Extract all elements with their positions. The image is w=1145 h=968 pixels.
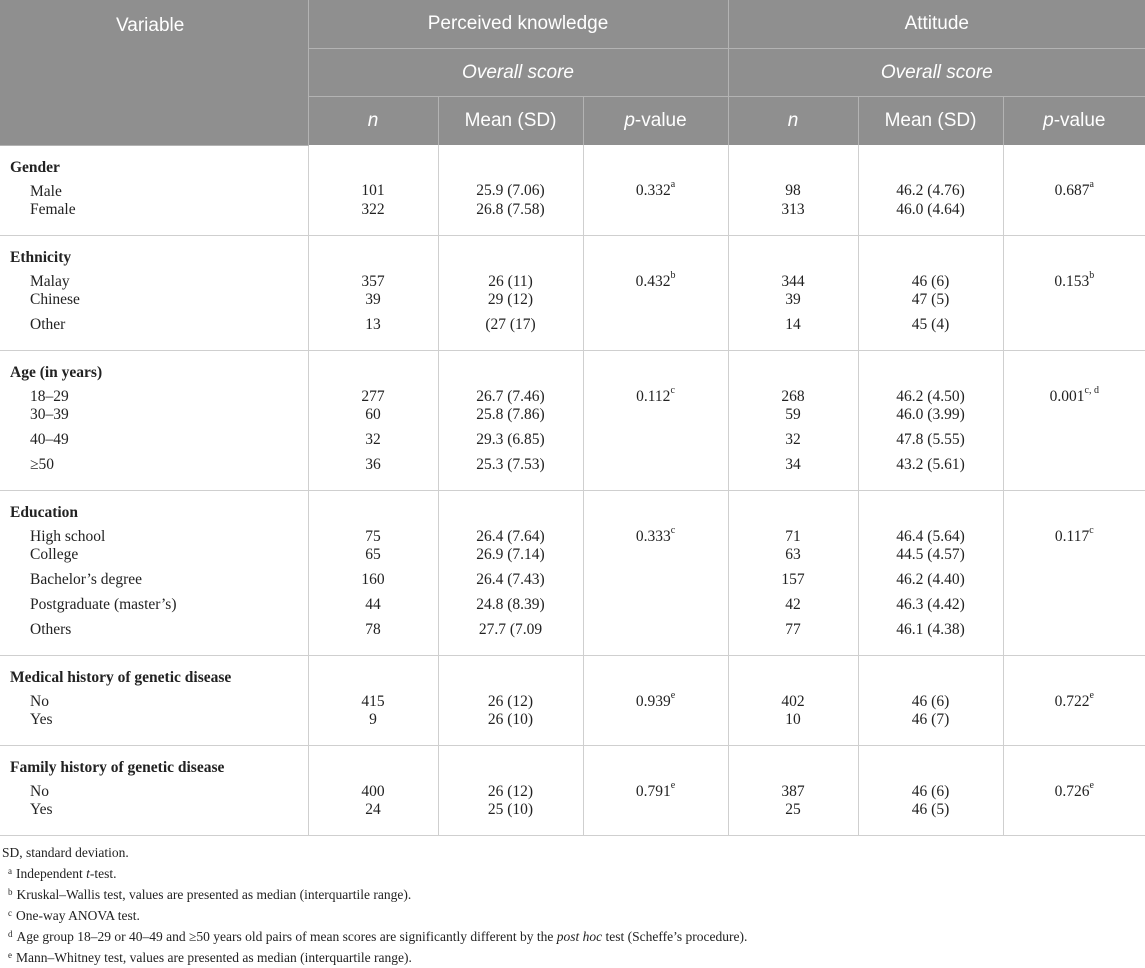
knowledge-n-header: n bbox=[308, 97, 438, 146]
group-title: Medical history of genetic disease bbox=[10, 668, 232, 686]
attitude-mean-cell: 46 (6) bbox=[858, 745, 1003, 801]
attitude-n-cell: 14 bbox=[728, 316, 858, 351]
knowledge-mean-cell: 25.3 (7.53) bbox=[438, 456, 583, 491]
row-label: Other bbox=[30, 315, 66, 333]
row-label: Postgraduate (master’s) bbox=[30, 595, 177, 613]
knowledge-n-cell: 44 bbox=[308, 596, 438, 621]
row-label-cell bbox=[0, 291, 308, 316]
table-row bbox=[0, 490, 1145, 546]
table-row bbox=[0, 406, 1145, 431]
attitude-n-cell: 313 bbox=[728, 201, 858, 236]
attitude-n-cell: 77 bbox=[728, 621, 858, 656]
knowledge-mean-cell: (27 (17) bbox=[438, 316, 583, 351]
attitude-mean-cell: 46.3 (4.42) bbox=[858, 596, 1003, 621]
knowledge-p-cell bbox=[583, 546, 728, 571]
table-header bbox=[0, 0, 1145, 145]
row-label-cell bbox=[0, 431, 308, 456]
knowledge-p-cell bbox=[583, 291, 728, 316]
row-label: Yes bbox=[30, 800, 53, 818]
table-row bbox=[0, 711, 1145, 746]
attitude-n-cell: 39 bbox=[728, 291, 858, 316]
row-label: Chinese bbox=[30, 290, 80, 308]
row-label-cell bbox=[0, 655, 308, 711]
attitude-n-cell: 344 bbox=[728, 235, 858, 291]
attitude-n-cell: 268 bbox=[728, 350, 858, 406]
attitude-p-cell: 0.001$^{c, d}$ bbox=[1003, 350, 1145, 406]
table-row bbox=[0, 456, 1145, 491]
row-label-cell bbox=[0, 235, 308, 291]
attitude-p-cell bbox=[1003, 801, 1145, 836]
attitude-n-cell: 402 bbox=[728, 655, 858, 711]
table-row bbox=[0, 235, 1145, 291]
knowledge-p-cell bbox=[583, 596, 728, 621]
group-title: Family history of genetic disease bbox=[10, 758, 225, 776]
attitude-p-cell bbox=[1003, 291, 1145, 316]
note-d: $^d$ Age group 18–29 or 40–49 and ≥50 years old pairs of mean scores are significantly different by the post hoc test (Scheffe’s procedure). bbox=[8, 928, 748, 944]
knowledge-p-cell bbox=[583, 201, 728, 236]
row-label-cell bbox=[0, 745, 308, 801]
knowledge-n-cell: 400 bbox=[308, 745, 438, 801]
knowledge-p-cell bbox=[583, 431, 728, 456]
knowledge-mean-cell: 26.8 (7.58) bbox=[438, 201, 583, 236]
knowledge-mean-cell: 24.8 (8.39) bbox=[438, 596, 583, 621]
row-label: 40–49 bbox=[30, 430, 69, 448]
attitude-n-cell: 10 bbox=[728, 711, 858, 746]
attitude-mean-header: Mean (SD) bbox=[858, 97, 1003, 146]
row-label: 30–39 bbox=[30, 405, 69, 423]
knowledge-mean-cell: 26.7 (7.46) bbox=[438, 350, 583, 406]
knowledge-p-cell: 0.939e bbox=[583, 655, 728, 711]
knowledge-p-cell bbox=[583, 621, 728, 656]
knowledge-p-header: p-value bbox=[583, 97, 728, 146]
table-row bbox=[0, 745, 1145, 801]
note-a: $^a$ Independent t-test. bbox=[8, 865, 117, 881]
attitude-n-cell: 42 bbox=[728, 596, 858, 621]
table-row bbox=[0, 201, 1145, 236]
attitude-p-cell bbox=[1003, 571, 1145, 596]
attitude-mean-cell: 46 (6) bbox=[858, 655, 1003, 711]
attitude-mean-cell: 46.4 (5.64) bbox=[858, 490, 1003, 546]
row-label: ≥50 bbox=[30, 455, 55, 473]
attitude-mean-cell: 46.1 (4.38) bbox=[858, 621, 1003, 656]
row-label-cell bbox=[0, 201, 308, 236]
attitude-mean-cell: 43.2 (5.61) bbox=[858, 456, 1003, 491]
attitude-p-cell bbox=[1003, 431, 1145, 456]
row-label-cell bbox=[0, 621, 308, 656]
row-label: Yes bbox=[30, 710, 53, 728]
knowledge-p-cell: 0.432$^b$ bbox=[583, 235, 728, 291]
knowledge-mean-cell: 26 (11) bbox=[438, 235, 583, 291]
attitude-mean-cell: 46.2 (4.50) bbox=[858, 350, 1003, 406]
attitude-mean-cell: 46 (5) bbox=[858, 801, 1003, 836]
knowledge-header: Perceived knowledge bbox=[308, 0, 728, 49]
attitude-p-header: p-value bbox=[1003, 97, 1145, 146]
group-title: Education bbox=[10, 503, 79, 521]
attitude-n-cell: 32 bbox=[728, 431, 858, 456]
attitude-p-cell bbox=[1003, 711, 1145, 746]
knowledge-mean-cell: 27.7 (7.09 bbox=[438, 621, 583, 656]
attitude-n-cell: 63 bbox=[728, 546, 858, 571]
knowledge-p-cell bbox=[583, 711, 728, 746]
knowledge-mean-cell: 29.3 (6.85) bbox=[438, 431, 583, 456]
attitude-n-cell: 157 bbox=[728, 571, 858, 596]
attitude-p-cell: 0.722e bbox=[1003, 655, 1145, 711]
attitude-p-cell bbox=[1003, 456, 1145, 491]
attitude-p-cell bbox=[1003, 621, 1145, 656]
attitude-n-cell: 25 bbox=[728, 801, 858, 836]
attitude-mean-cell: 46.0 (3.99) bbox=[858, 406, 1003, 431]
knowledge-n-cell: 415 bbox=[308, 655, 438, 711]
note-e: $^e$ Mann–Whitney test, values are presented as median (interquartile range). bbox=[8, 949, 412, 965]
row-label: Bachelor’s degree bbox=[30, 570, 143, 588]
knowledge-n-cell: 60 bbox=[308, 406, 438, 431]
attitude-p-cell bbox=[1003, 546, 1145, 571]
knowledge-p-cell bbox=[583, 571, 728, 596]
knowledge-mean-cell: 25.9 (7.06) bbox=[438, 145, 583, 201]
knowledge-mean-cell: 26.9 (7.14) bbox=[438, 546, 583, 571]
knowledge-n-cell: 65 bbox=[308, 546, 438, 571]
row-label: Malay bbox=[30, 272, 70, 290]
attitude-overall-header: Overall score bbox=[728, 49, 1145, 97]
row-label: No bbox=[30, 692, 49, 710]
table-row bbox=[0, 546, 1145, 571]
attitude-n-cell: 387 bbox=[728, 745, 858, 801]
knowledge-mean-cell: 26.4 (7.64) bbox=[438, 490, 583, 546]
row-label: No bbox=[30, 782, 49, 800]
attitude-p-cell: 0.726e bbox=[1003, 745, 1145, 801]
row-label-cell bbox=[0, 406, 308, 431]
attitude-mean-cell: 46.0 (4.64) bbox=[858, 201, 1003, 236]
table-footnotes bbox=[0, 836, 1145, 968]
knowledge-p-cell bbox=[583, 406, 728, 431]
row-label-cell bbox=[0, 316, 308, 351]
knowledge-n-cell: 75 bbox=[308, 490, 438, 546]
row-label-cell bbox=[0, 145, 308, 201]
attitude-n-cell: 98 bbox=[728, 145, 858, 201]
row-label-cell bbox=[0, 490, 308, 546]
knowledge-mean-cell: 29 (12) bbox=[438, 291, 583, 316]
row-label: College bbox=[30, 545, 79, 563]
attitude-n-cell: 59 bbox=[728, 406, 858, 431]
attitude-mean-cell: 44.5 (4.57) bbox=[858, 546, 1003, 571]
table-row bbox=[0, 316, 1145, 351]
row-label-cell bbox=[0, 801, 308, 836]
knowledge-overall-header: Overall score bbox=[308, 49, 728, 97]
row-label-cell bbox=[0, 571, 308, 596]
knowledge-mean-cell: 26 (10) bbox=[438, 711, 583, 746]
group-title: Ethnicity bbox=[10, 248, 72, 266]
attitude-mean-cell: 46.2 (4.40) bbox=[858, 571, 1003, 596]
row-label: Others bbox=[30, 620, 72, 638]
knowledge-p-cell: 0.333$^c$ bbox=[583, 490, 728, 546]
knowledge-p-cell: 0.791e bbox=[583, 745, 728, 801]
row-label-cell bbox=[0, 456, 308, 491]
attitude-p-cell: 0.117$^c$ bbox=[1003, 490, 1145, 546]
attitude-p-cell: 0.153$^b$ bbox=[1003, 235, 1145, 291]
knowledge-mean-cell: 26.4 (7.43) bbox=[438, 571, 583, 596]
row-label-cell bbox=[0, 711, 308, 746]
note-b: $^b$ Kruskal–Wallis test, values are presented as median (interquartile range). bbox=[8, 886, 412, 902]
table-row bbox=[0, 655, 1145, 711]
knowledge-n-cell: 277 bbox=[308, 350, 438, 406]
table-row bbox=[0, 621, 1145, 656]
row-label-cell bbox=[0, 596, 308, 621]
knowledge-n-cell: 32 bbox=[308, 431, 438, 456]
attitude-mean-cell: 47 (5) bbox=[858, 291, 1003, 316]
attitude-n-cell: 34 bbox=[728, 456, 858, 491]
row-label-cell bbox=[0, 546, 308, 571]
row-label: 18–29 bbox=[30, 387, 69, 405]
row-label: Female bbox=[30, 200, 76, 218]
note-sd: SD, standard deviation. bbox=[2, 844, 129, 860]
group-title: Gender bbox=[10, 158, 60, 176]
attitude-mean-cell: 46.2 (4.76) bbox=[858, 145, 1003, 201]
attitude-p-cell bbox=[1003, 316, 1145, 351]
knowledge-n-cell: 78 bbox=[308, 621, 438, 656]
knowledge-n-cell: 39 bbox=[308, 291, 438, 316]
attitude-p-cell: 0.687$^a$ bbox=[1003, 145, 1145, 201]
knowledge-n-cell: 9 bbox=[308, 711, 438, 746]
knowledge-p-cell bbox=[583, 801, 728, 836]
row-label: Male bbox=[30, 182, 62, 200]
table-row bbox=[0, 145, 1145, 201]
knowledge-n-cell: 322 bbox=[308, 201, 438, 236]
table-row bbox=[0, 571, 1145, 596]
table-row bbox=[0, 801, 1145, 836]
attitude-header: Attitude bbox=[728, 0, 1145, 49]
row-label-cell bbox=[0, 350, 308, 406]
attitude-mean-cell: 45 (4) bbox=[858, 316, 1003, 351]
knowledge-mean-cell: 26 (12) bbox=[438, 655, 583, 711]
knowledge-mean-header: Mean (SD) bbox=[438, 97, 583, 146]
note-c: $^c$ One-way ANOVA test. bbox=[8, 907, 140, 923]
attitude-p-cell bbox=[1003, 201, 1145, 236]
table-body bbox=[0, 145, 1145, 835]
table-row bbox=[0, 596, 1145, 621]
knowledge-p-cell: 0.112$^c$ bbox=[583, 350, 728, 406]
attitude-p-cell bbox=[1003, 406, 1145, 431]
knowledge-n-cell: 160 bbox=[308, 571, 438, 596]
knowledge-p-cell bbox=[583, 456, 728, 491]
variable-header: Variable bbox=[0, 0, 308, 145]
table-row bbox=[0, 350, 1145, 406]
attitude-mean-cell: 47.8 (5.55) bbox=[858, 431, 1003, 456]
attitude-mean-cell: 46 (6) bbox=[858, 235, 1003, 291]
knowledge-n-cell: 36 bbox=[308, 456, 438, 491]
attitude-mean-cell: 46 (7) bbox=[858, 711, 1003, 746]
knowledge-mean-cell: 26 (12) bbox=[438, 745, 583, 801]
knowledge-n-cell: 24 bbox=[308, 801, 438, 836]
knowledge-n-cell: 357 bbox=[308, 235, 438, 291]
row-label: High school bbox=[30, 527, 106, 545]
attitude-p-cell bbox=[1003, 596, 1145, 621]
knowledge-n-cell: 101 bbox=[308, 145, 438, 201]
knowledge-n-cell: 13 bbox=[308, 316, 438, 351]
attitude-n-header: n bbox=[728, 97, 858, 146]
table-row bbox=[0, 291, 1145, 316]
knowledge-mean-cell: 25 (10) bbox=[438, 801, 583, 836]
group-title: Age (in years) bbox=[10, 363, 103, 381]
table-row bbox=[0, 431, 1145, 456]
knowledge-p-cell: 0.332$^a$ bbox=[583, 145, 728, 201]
knowledge-p-cell bbox=[583, 316, 728, 351]
knowledge-mean-cell: 25.8 (7.86) bbox=[438, 406, 583, 431]
attitude-n-cell: 71 bbox=[728, 490, 858, 546]
